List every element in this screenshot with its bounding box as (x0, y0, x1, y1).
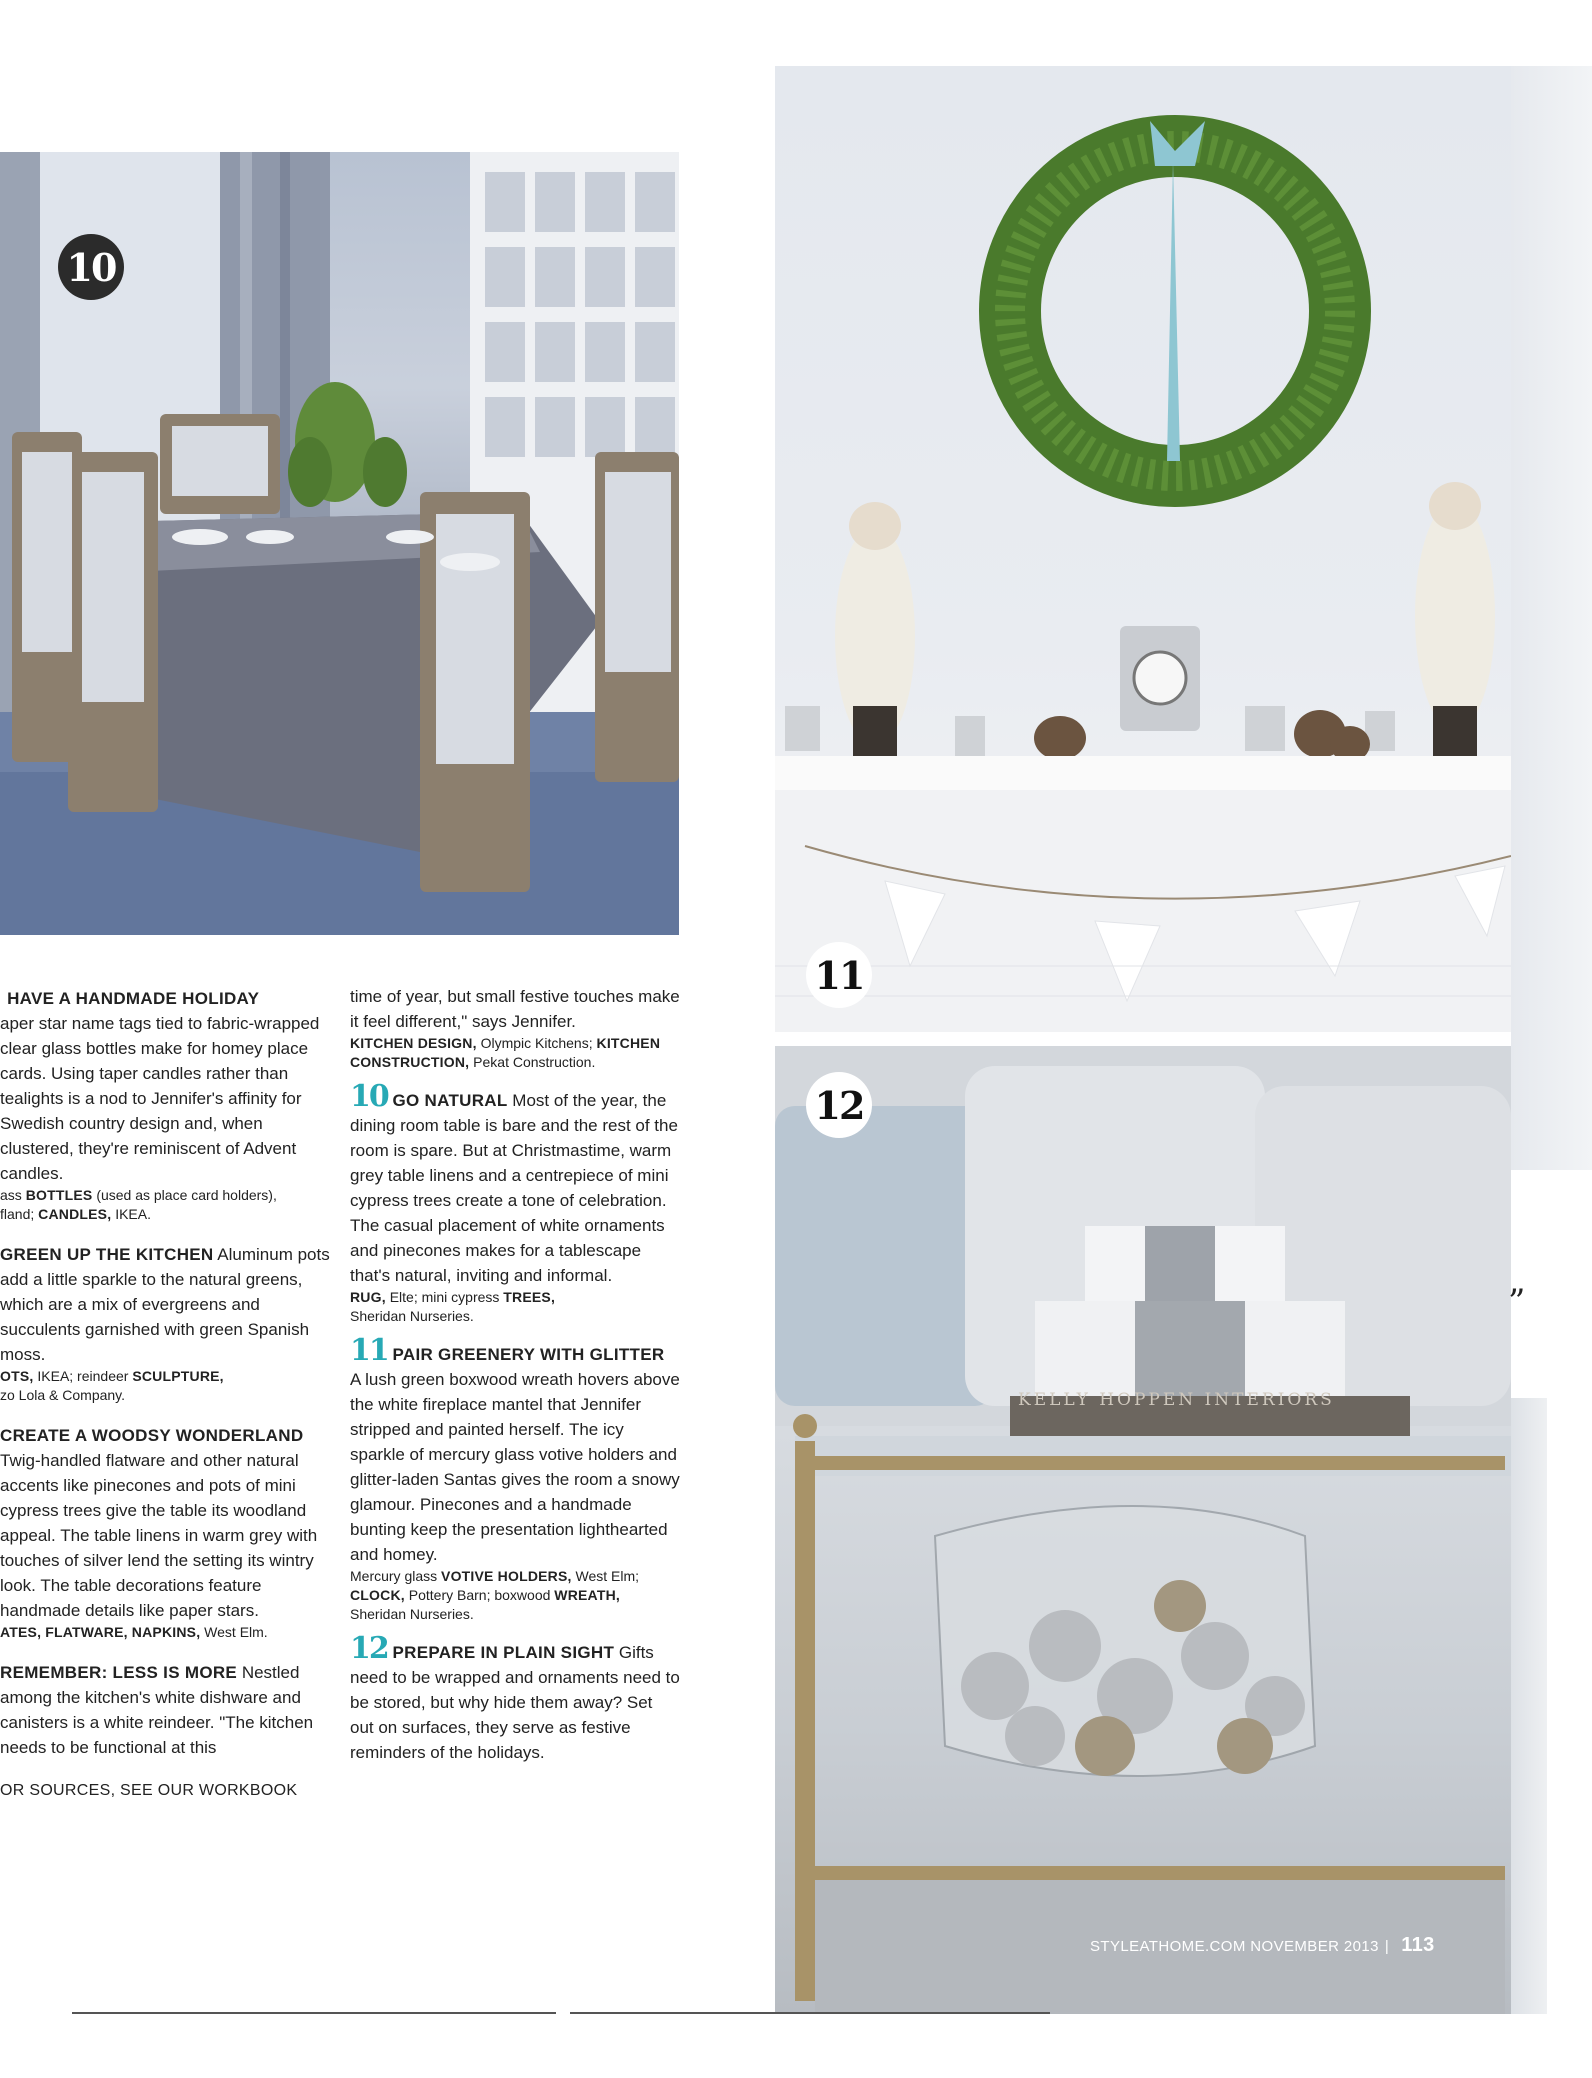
credit-text: Sheridan Nurseries. (350, 1308, 474, 1324)
badge-10: 10 (58, 234, 124, 300)
credit-text: West Elm. (204, 1624, 268, 1640)
section-9 (0, 984, 330, 1186)
credit-item: VOTIVE HOLDERS, (441, 1568, 572, 1584)
section-6-body: Nestled among the kitchen's white dishware and canisters is a white reindeer. "The kitchen needs to be functional at this (0, 1663, 314, 1757)
credit-item: CANDLES, (38, 1206, 112, 1222)
coffee-table-photo (775, 1046, 1511, 2014)
section-12-number: 12 (350, 1631, 388, 1666)
footer-site-date: STYLEATHOME.COM NOVEMBER 2013 (1090, 1938, 1379, 1955)
section-7-heading: CREATE A WOODSY WONDERLAND (0, 1426, 304, 1445)
section-7-credit (0, 1623, 330, 1642)
credit-item: KITCHEN DESIGN, (350, 1035, 477, 1051)
section-12-body: Gifts need to be wrapped and ornaments need to be stored, but why hide them away? Set out on surfaces, they serve as festive reminders of the holidays. (350, 1643, 680, 1762)
section-11-heading: PAIR GREENERY WITH GLITTER (392, 1345, 665, 1364)
kitchen-credit (350, 1034, 680, 1072)
section-12 (350, 1631, 680, 1765)
credit-item: WREATH, (554, 1587, 620, 1603)
credit-text: Sheridan Nurseries. (350, 1606, 474, 1622)
section-8-credit (0, 1367, 330, 1405)
credit-item: RUG, (350, 1289, 386, 1305)
credit-item: KITCHEN CONSTRUCTION, (350, 1035, 661, 1070)
section-6 (0, 1660, 330, 1760)
sources-reference: OR SOURCES, SEE OUR WORKBOOK (0, 1782, 298, 1799)
credit-item: BOTTLES (25, 1187, 93, 1203)
section-11 (350, 1333, 680, 1567)
credit-text: Pottery Barn; boxwood (408, 1587, 551, 1603)
footer-separator: | (1384, 1938, 1390, 1955)
section-11-credit (350, 1567, 680, 1624)
left-text-column (0, 984, 330, 1803)
page-number: 113 (1401, 1934, 1435, 1956)
mantel-wreath-photo (775, 66, 1511, 1032)
section-10-body: Most of the year, the dining room table is bare and the rest of the room is spare. But at Christmastime, warm grey table linens and a centrepiece of mini cypress trees create a tone of celebration. The casual placement of white ornaments and pinecones makes for a tablescape that's natural, inviting and informal. (350, 1091, 678, 1285)
section-8-body: Aluminum pots add a little sparkle to the natural greens, which are a mix of evergreens and succulents garnished with green Spanish moss. (0, 1245, 330, 1364)
credit-text: (used as place card holders), (96, 1187, 277, 1203)
credit-item: CLOCK, (350, 1587, 405, 1603)
credit-text: fland; (0, 1206, 35, 1222)
credit-item: OTS, (0, 1368, 34, 1384)
section-6-heading: REMEMBER: LESS IS MORE (0, 1663, 238, 1682)
continued-text: time of year, but small festive touches make it feel different," says Jennifer. (350, 987, 680, 1031)
credit-text: ass (0, 1187, 22, 1203)
section-9-heading: HAVE A HANDMADE HOLIDAY (7, 989, 260, 1008)
credit-text: Pekat Construction. (473, 1054, 596, 1070)
credit-item: ATES, FLATWARE, NAPKINS, (0, 1624, 201, 1640)
section-12-heading: PREPARE IN PLAIN SIGHT (392, 1643, 615, 1662)
credit-text: Mercury glass (350, 1568, 438, 1584)
section-9-body: aper star name tags tied to fabric-wrapped clear glass bottles make for homey place cards. Using taper candles rather than tealights is a nod to Jennifer's affinity for Swedish country design and, when clustered, they're reminiscent of Advent candles. (0, 1014, 320, 1183)
credit-text: zo Lola & Company. (0, 1387, 126, 1403)
credit-text: IKEA. (115, 1206, 151, 1222)
section-8 (0, 1242, 330, 1367)
credit-item: SCULPTURE, (132, 1368, 224, 1384)
page-footer (1090, 1934, 1435, 1957)
badge-12: 12 (806, 1072, 872, 1138)
quote-mark: ” (1508, 1282, 1526, 1322)
credit-text: IKEA; reindeer (37, 1368, 129, 1384)
credit-text: Elte; mini cypress (389, 1289, 500, 1305)
bottom-rule-right (570, 2012, 1050, 2014)
adjacent-photo-strip-lower (1511, 1398, 1547, 2014)
section-9-credit (0, 1186, 330, 1224)
book-spine-text: KELLY HOPPEN INTERIORS (1018, 1390, 1335, 1410)
badge-11: 11 (806, 942, 872, 1008)
section-10-heading: GO NATURAL (392, 1091, 508, 1110)
coffee-table-illustration (775, 1046, 1511, 2014)
bottom-rule-left (72, 2012, 556, 2014)
credit-item: TREES, (503, 1289, 556, 1305)
section-8-heading: GREEN UP THE KITCHEN (0, 1245, 214, 1264)
section-11-body: A lush green boxwood wreath hovers above the white fireplace mantel that Jennifer stripped and painted herself. The icy sparkle of mercury glass votive holders and glitter-laden Santas gives the room a snowy glamour. Pinecones and a handmade bunting keep the presentation lighthearted and homey. (350, 1370, 680, 1564)
mantel-illustration (775, 66, 1511, 1032)
adjacent-photo-strip (1511, 66, 1592, 1170)
section-10-credit (350, 1288, 680, 1326)
credit-text: West Elm; (575, 1568, 640, 1584)
section-7-body: Twig-handled flatware and other natural accents like pinecones and pots of mini cypress trees give the table its woodland appeal. The table linens in warm grey with touches of silver lend the setting its wintry look. The table decorations feature handmade details like paper stars. (0, 1451, 318, 1620)
section-11-number: 11 (350, 1333, 388, 1368)
middle-text-column (350, 984, 680, 1765)
section-10 (350, 1079, 680, 1288)
section-10-number: 10 (350, 1079, 388, 1114)
section-7 (0, 1423, 330, 1623)
credit-text: Olympic Kitchens; (480, 1035, 593, 1051)
